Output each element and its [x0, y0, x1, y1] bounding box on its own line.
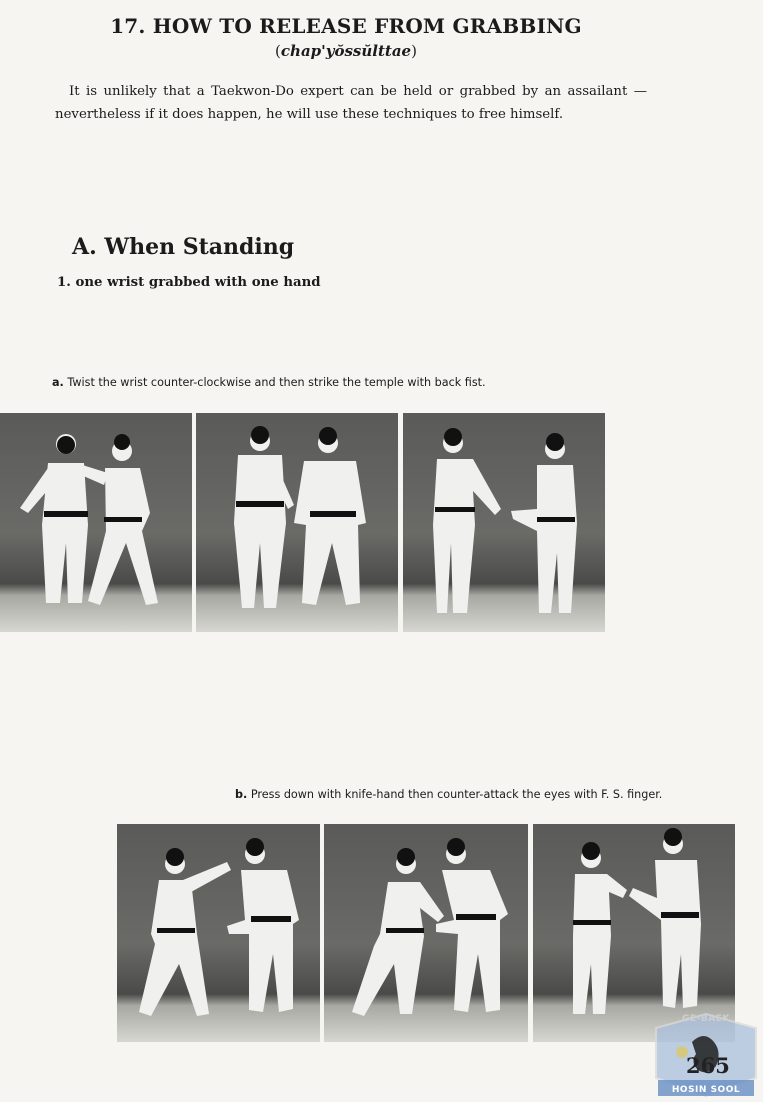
watermark-bottom-text: HOSIN SOOL [671, 1085, 741, 1095]
photo-a1 [0, 413, 192, 632]
caption-b [235, 788, 662, 801]
caption-a-text: Twist the wrist counter-clockwise and then strike the temple with back fist. [67, 376, 486, 389]
subtitle-open-paren: ( [275, 42, 281, 60]
caption-b-letter: b. [235, 788, 248, 801]
photo-a2 [196, 413, 398, 632]
intro-paragraph: It is unlikely that a Taekwon-Do expert can be held or grabbed by an assailant —nevertheless if it does happen, he will use these techniques to free himself. [55, 84, 647, 122]
photo-a3 [403, 413, 605, 632]
photo-b2 [324, 824, 528, 1042]
section-heading: A. When Standing [72, 234, 295, 260]
subtitle-romanization: chap'yŏssŭlttae [280, 42, 412, 60]
page-subtitle [0, 42, 692, 60]
photo-b1 [117, 824, 320, 1042]
photo-b3-figures [533, 824, 735, 1042]
photo-a2-figures [196, 413, 398, 632]
photo-a1-figures [0, 413, 192, 632]
page-number: 265 [686, 1053, 730, 1078]
photo-a3-figures [403, 413, 605, 632]
photo-b3 [533, 824, 735, 1042]
subheading: 1. one wrist grabbed with one hand [57, 275, 321, 290]
subtitle-close-paren: ) [411, 42, 417, 60]
watermark-top-text: GE-BAEK [682, 1014, 730, 1024]
caption-a [52, 376, 486, 389]
page-title: 17. HOW TO RELEASE FROM GRABBING [110, 14, 582, 38]
photo-b2-figures [324, 824, 528, 1042]
caption-b-text: Press down with knife-hand then counter-attack the eyes with F. S. finger. [250, 788, 663, 801]
photo-b1-figures [117, 824, 320, 1042]
caption-a-letter: a. [52, 376, 64, 389]
